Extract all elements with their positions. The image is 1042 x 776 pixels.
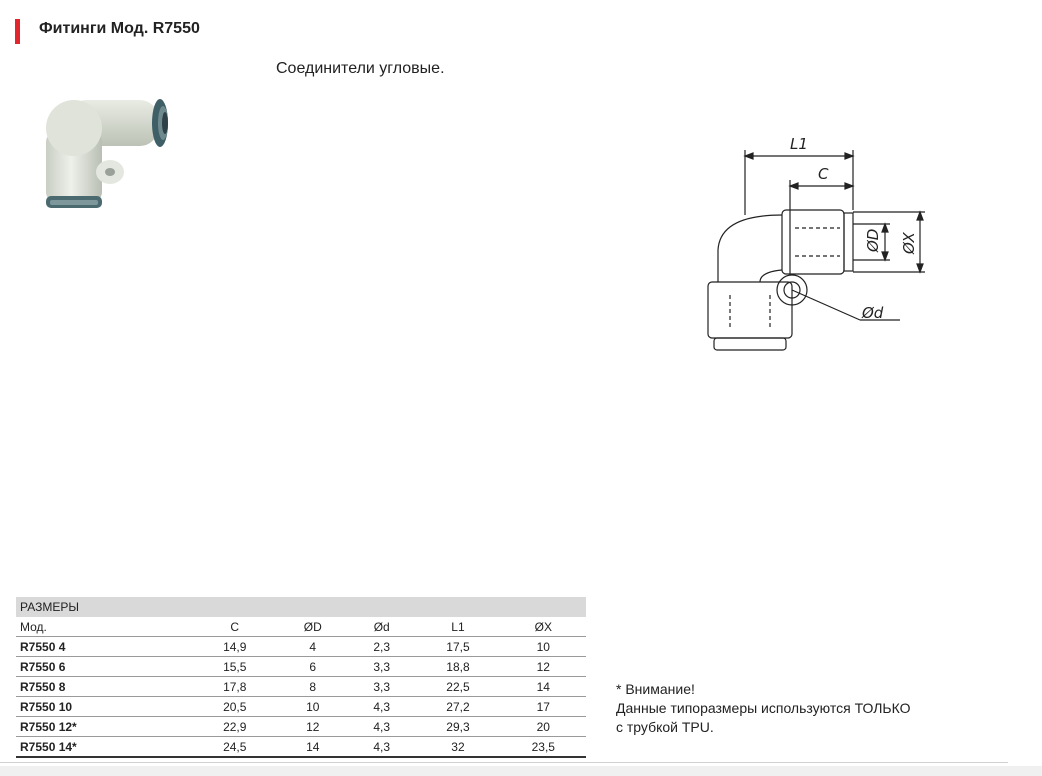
product-subtitle: Соединители угловые. bbox=[276, 60, 445, 77]
table-cell: 20 bbox=[501, 717, 586, 737]
table-cell: 4 bbox=[277, 637, 348, 657]
tpu-note bbox=[616, 680, 911, 737]
table-cell: 29,3 bbox=[415, 717, 500, 737]
table-cell: R7550 12* bbox=[16, 717, 192, 737]
table-cell: R7550 10 bbox=[16, 697, 192, 717]
table-cell: R7550 8 bbox=[16, 677, 192, 697]
table-cell: 10 bbox=[501, 637, 586, 657]
table-cell: R7550 4 bbox=[16, 637, 192, 657]
label-c: C bbox=[818, 165, 829, 183]
table-cell: 4,3 bbox=[348, 717, 415, 737]
table-cell: 12 bbox=[501, 657, 586, 677]
table-row bbox=[16, 677, 586, 697]
table-cell: 22,9 bbox=[192, 717, 277, 737]
table-cell: 14 bbox=[501, 677, 586, 697]
table-cell: 32 bbox=[415, 737, 500, 758]
table-row bbox=[16, 657, 586, 677]
table-cell: 4,3 bbox=[348, 737, 415, 758]
table-cell: 3,3 bbox=[348, 677, 415, 697]
table-row bbox=[16, 697, 586, 717]
title-accent-bar bbox=[15, 19, 20, 44]
table-row bbox=[16, 737, 586, 758]
label-x: ØX bbox=[900, 232, 918, 254]
product-photo bbox=[38, 92, 188, 227]
table-cell: 22,5 bbox=[415, 677, 500, 697]
table-cell: 23,5 bbox=[501, 737, 586, 758]
column-header: Мод. bbox=[16, 617, 192, 637]
table-row bbox=[16, 637, 586, 657]
label-l1: L1 bbox=[790, 135, 808, 153]
label-d-small: Ød bbox=[862, 304, 884, 322]
table-cell: 10 bbox=[277, 697, 348, 717]
table-cell: 2,3 bbox=[348, 637, 415, 657]
table-cell: R7550 6 bbox=[16, 657, 192, 677]
table-cell: 6 bbox=[277, 657, 348, 677]
table-cell: 24,5 bbox=[192, 737, 277, 758]
footer-band bbox=[0, 766, 1042, 776]
table-cell: 20,5 bbox=[192, 697, 277, 717]
table-cell: 14 bbox=[277, 737, 348, 758]
sizes-table bbox=[16, 597, 586, 758]
table-cell: 17,5 bbox=[415, 637, 500, 657]
table-cell: R7550 14* bbox=[16, 737, 192, 758]
table-cell: 4,3 bbox=[348, 697, 415, 717]
table-cell: 18,8 bbox=[415, 657, 500, 677]
label-d-outer: ØD bbox=[864, 228, 882, 252]
table-row bbox=[16, 717, 586, 737]
footer-divider bbox=[0, 762, 1008, 763]
table-cell: 15,5 bbox=[192, 657, 277, 677]
column-header: C bbox=[192, 617, 277, 637]
table-cell: 3,3 bbox=[348, 657, 415, 677]
note-line: Данные типоразмеры используются ТОЛЬКО bbox=[616, 700, 911, 716]
page-title: Фитинги Мод. R7550 bbox=[39, 20, 200, 37]
column-header: ØD bbox=[277, 617, 348, 637]
dimension-drawing bbox=[690, 120, 950, 370]
column-header: Ød bbox=[348, 617, 415, 637]
table-cell: 17 bbox=[501, 697, 586, 717]
column-header: L1 bbox=[415, 617, 500, 637]
column-header: ØX bbox=[501, 617, 586, 637]
table-cell: 14,9 bbox=[192, 637, 277, 657]
note-line: * Внимание! bbox=[616, 681, 695, 697]
note-line: с трубкой TPU. bbox=[616, 719, 714, 735]
table-title: РАЗМЕРЫ bbox=[16, 597, 586, 617]
table-cell: 12 bbox=[277, 717, 348, 737]
table-cell: 17,8 bbox=[192, 677, 277, 697]
table-header-row bbox=[16, 617, 586, 637]
table-cell: 27,2 bbox=[415, 697, 500, 717]
table-cell: 8 bbox=[277, 677, 348, 697]
